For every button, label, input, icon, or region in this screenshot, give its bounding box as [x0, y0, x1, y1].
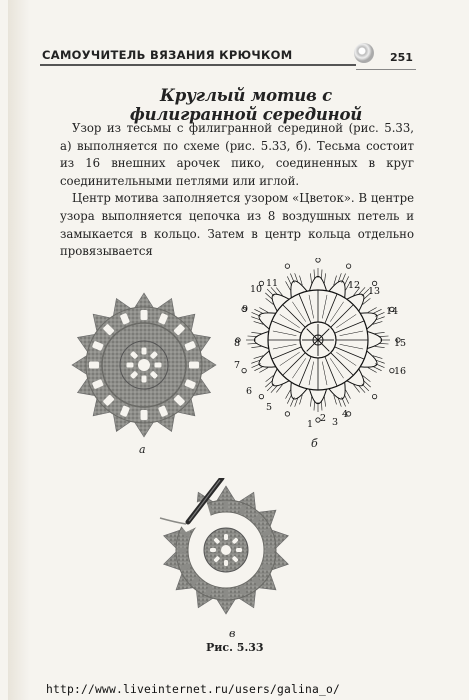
caption-b: б [311, 437, 318, 450]
paragraph-1: Узор из тесьмы с филигранной серединой (рис. 5.33, а) выполняется по схеме (рис. 5.33, б). Тесьма состоит из 16 внешних арочек пико, соединенных в круг соединительными петлями или иглой. [60, 121, 414, 188]
page-edge-shadow [8, 0, 30, 700]
scheme-number: 6 [246, 386, 253, 397]
scheme-number: 16 [394, 366, 407, 377]
disc-ornament-icon [354, 43, 374, 63]
source-url: http://www.liveinternet.ru/users/galina_o/ [46, 683, 341, 696]
paragraph-2: Центр мотива заполняется узором «Цветок». В центре узора выполняется цепочка из 8 воздушных петель и замыкается в кольцо. Затем в центр кольца отдельно провязывается [60, 191, 414, 259]
body-text [60, 120, 414, 261]
scheme-number: 9 [242, 304, 249, 315]
figure-title: Рис. 5.33 [206, 641, 264, 654]
scheme-number: 15 [394, 338, 407, 349]
scheme-number: 7 [234, 360, 241, 371]
scheme-number: 13 [368, 286, 381, 297]
photo-motif-a [58, 290, 230, 440]
scheme-number: 12 [348, 280, 361, 291]
running-head: САМОУЧИТЕЛЬ ВЯЗАНИЯ КРЮЧКОМ [42, 48, 293, 62]
crochet-scheme-b [228, 258, 420, 434]
header-rule [40, 64, 356, 66]
scheme-number: 2 [320, 413, 327, 424]
page-number: 251 [390, 51, 413, 64]
scheme-number: 3 [332, 417, 339, 428]
scheme-number: 10 [250, 284, 263, 295]
scheme-number: 11 [266, 278, 279, 289]
photo-motif-in-progress-c [150, 478, 298, 618]
scheme-number: 8 [234, 338, 241, 349]
scheme-number: 14 [386, 306, 399, 317]
scheme-number: 4 [342, 409, 349, 420]
section-title: Круглый мотив с филигранной серединой [129, 86, 363, 124]
scheme-number: 1 [307, 419, 314, 430]
caption-a: а [139, 443, 146, 456]
caption-c: в [229, 627, 236, 640]
header-rule-thin [356, 69, 416, 70]
scheme-number: 5 [266, 402, 273, 413]
